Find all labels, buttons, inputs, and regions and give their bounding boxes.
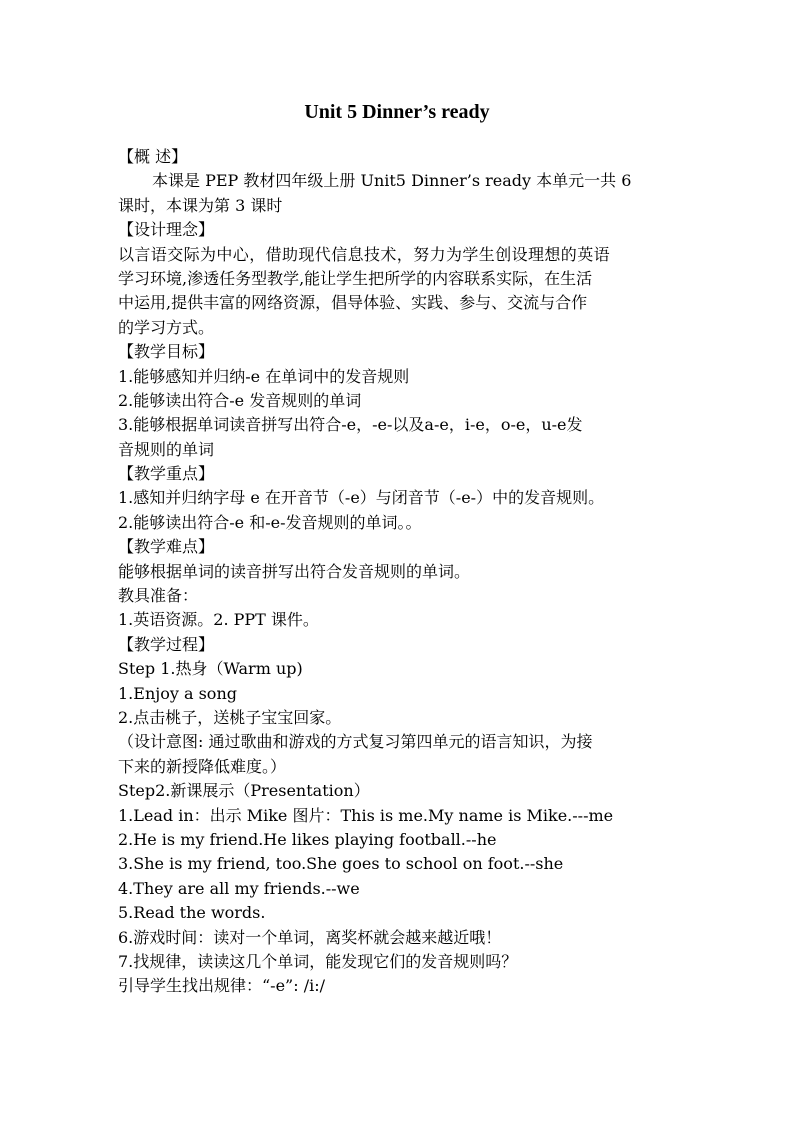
section-heading-materials: 教具准备： [118,586,199,606]
list-item: 2.点击桃子，送桃子宝宝回家。 [118,707,342,727]
list-item: 1.Enjoy a song [118,683,237,703]
paragraph-line: 学习环境,渗透任务型教学,能让学生把所学的内容联系实际，在生活 [118,268,593,288]
paragraph-line: 的学习方式。 [118,317,215,337]
design-note-line: （设计意图: 通过歌曲和游戏的方式复习第四单元的语言知识，为接 [118,732,593,752]
design-note-line: 下来的新授降低难度。） [118,756,287,776]
step-heading: Step2.新课展示（Presentation） [118,781,370,801]
paragraph-line: 本课是 PEP 教材四年级上册 Unit5 Dinner’s ready 本单元一共 6 [152,171,632,191]
list-item: 7.找规律，读读这几个单词，能发现它们的发音规则吗？ [118,951,518,971]
list-item: 1.英语资源。2. PPT 课件。 [118,610,319,630]
list-item: 4.They are all my friends.--we [118,878,360,898]
list-item: 1.感知并归纳字母 e 在开音节（-e）与闭音节（-e-）中的发音规则。 [118,488,605,508]
list-item: 3.能够根据单词读音拼写出符合-e，-e-以及a-e，i-e，o-e，u-e发 [118,415,583,435]
list-item: 6.游戏时间：读对一个单词，离奖杯就会越来越近哦！ [118,927,502,947]
paragraph-line: 课时，本课为第 3 课时 [118,195,283,215]
document-body [118,145,683,999]
section-heading-key-points: 【教学重点】 [118,464,215,484]
list-item: 2.能够读出符合-e 和-e-发音规则的单词。。 [118,512,422,532]
section-heading-overview: 【概 述】 [118,147,188,166]
section-heading-teaching-process: 【教学过程】 [118,634,215,654]
list-item: 1.能够感知并归纳-e 在单词中的发音规则 [118,366,410,386]
document-title: Unit 5 Dinner’s ready [304,101,490,123]
step-heading: Step 1.热身（Warm up) [118,659,303,679]
list-item: 5.Read the words. [118,903,266,923]
paragraph-line: 能够根据单词的读音拼写出符合发音规则的单词。 [118,561,471,581]
paragraph-line: 引导学生找出规律：“-e”: /i:/ [118,976,326,996]
list-item: 2.能够读出符合-e 发音规则的单词 [118,390,362,410]
section-heading-design-concept: 【设计理念】 [118,220,215,240]
list-item: 3.She is my friend, too.She goes to school on foot.--she [118,854,564,874]
list-item: 音规则的单词 [118,439,215,459]
section-heading-difficulties: 【教学难点】 [118,537,215,557]
list-item: 1.Lead in：出示 Mike 图片：This is me.My name is Mike.---me [118,805,614,825]
paragraph-line: 以言语交际为中心，借助现代信息技术，努力为学生创设理想的英语 [118,244,611,264]
section-heading-teaching-objectives: 【教学目标】 [118,342,215,362]
list-item: 2.He is my friend.He likes playing football.--he [118,829,497,849]
paragraph-line: 中运用,提供丰富的网络资源，倡导体验、实践、参与、交流与合作 [118,293,588,313]
